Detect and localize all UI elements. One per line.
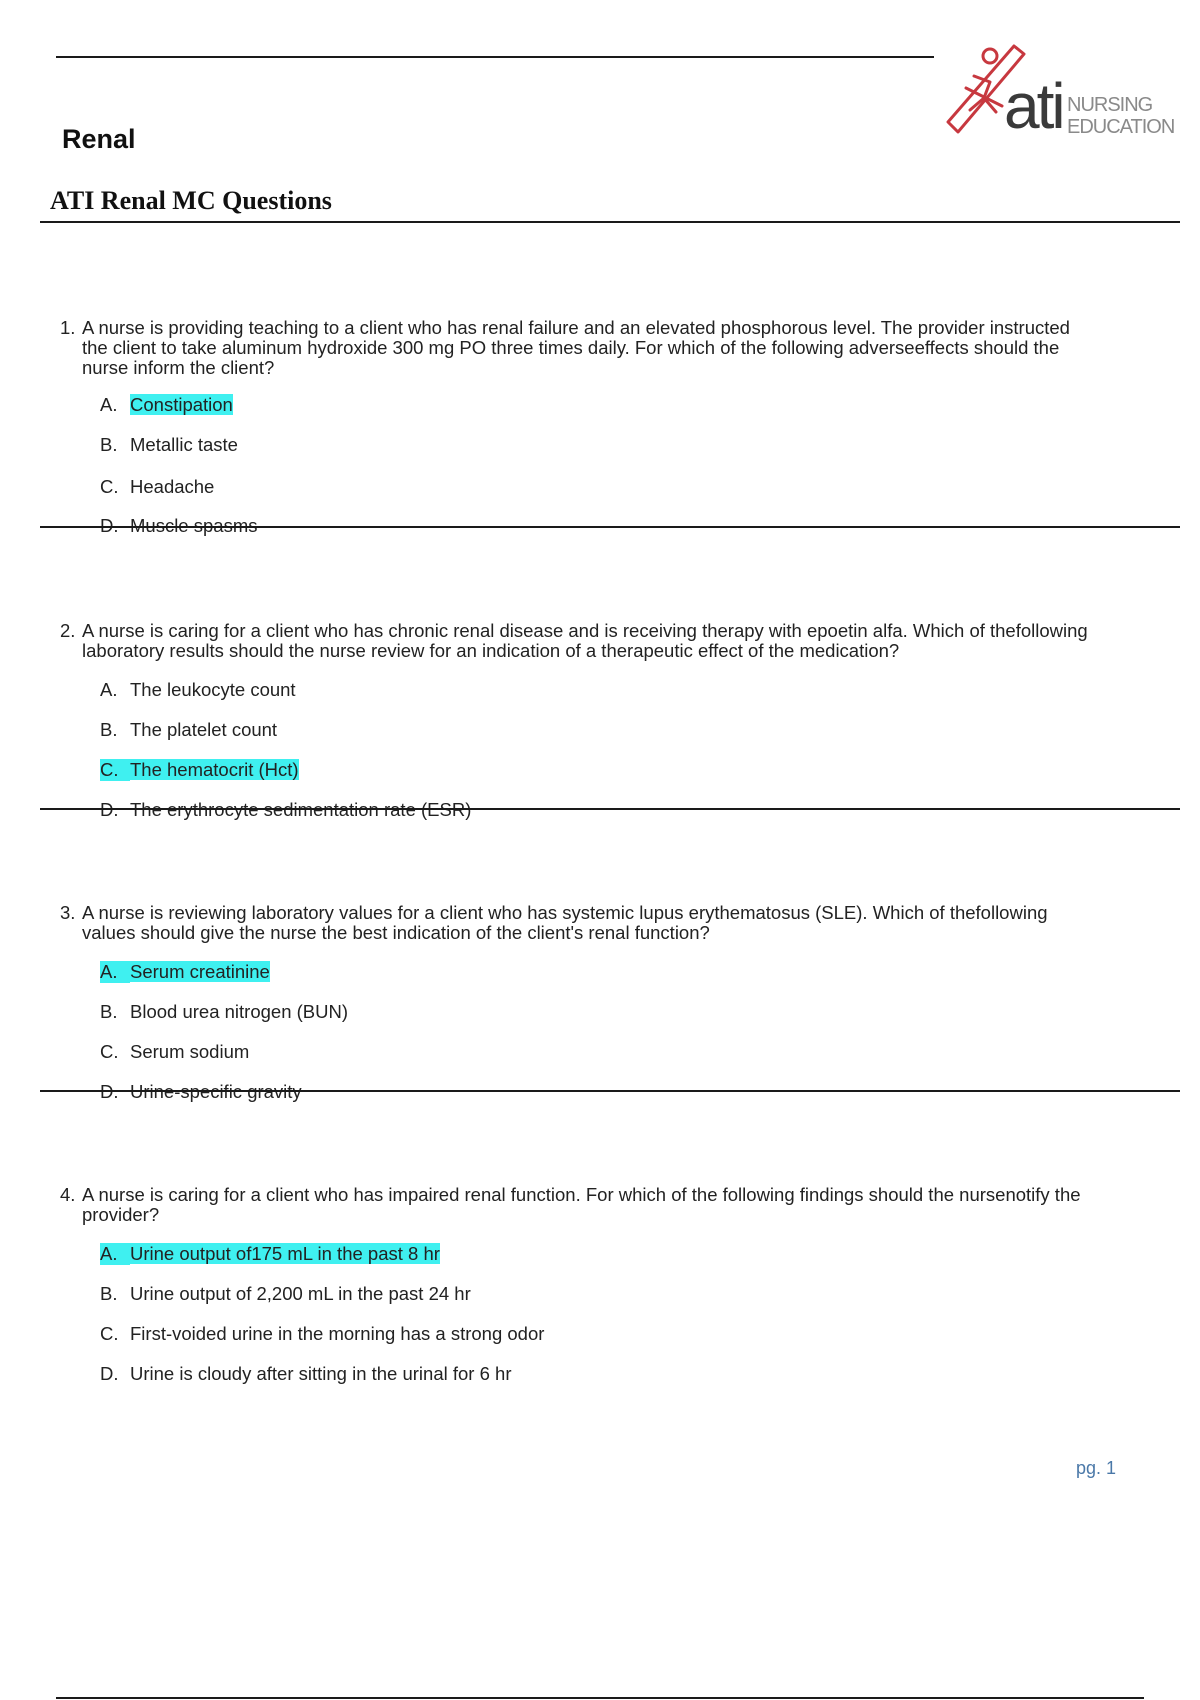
option-letter: A. [100,394,118,415]
question-number: 3. [60,902,76,923]
option-b [100,434,238,456]
question-2 [58,620,1088,820]
option-a [100,679,296,701]
question-stem [58,903,1088,943]
option-letter: C. [100,1041,119,1062]
question-text: A nurse is reviewing laboratory values for a client who has systemic lupus erythematosus (SLE). Which of thefollowing values should give the nurse the best indication of the client's renal function? [82,902,1048,943]
logo-line-nursing: NURSING [1067,94,1153,116]
option-b [100,1283,471,1305]
option-text-highlighted: The hematocrit (Hct) [130,759,299,780]
option-letter: B. [100,434,118,455]
option-text: Metallic taste [130,434,238,455]
question-3 [58,902,1088,1102]
option-text: The leukocyte count [130,679,296,700]
page-number: pg. 1 [1076,1458,1117,1478]
subtitle-rule [40,221,1180,223]
option-text-highlighted: Serum creatinine [130,961,270,982]
question-number: 2. [60,620,76,641]
question-1-divider [40,526,1180,528]
option-letter: D. [100,1081,119,1102]
option-letter: B. [100,1001,118,1022]
logo-brand-text: ati [1004,70,1063,142]
option-text: Urine output of 2,200 mL in the past 24 hr [130,1283,471,1304]
option-text: Urine-specific gravity [130,1081,302,1102]
option-a [100,1243,440,1265]
logo-subtext [1067,94,1174,138]
question-3-divider [40,1090,1180,1092]
option-letter: D. [100,515,119,536]
option-letter: D. [100,799,119,820]
option-letter: B. [100,719,118,740]
option-d [100,1363,511,1385]
option-c [100,1041,249,1063]
option-c [100,476,214,498]
option-c [100,759,299,781]
option-text: Muscle spasms [130,515,258,536]
option-letter: C. [100,1323,119,1344]
question-stem [58,318,1088,378]
question-4 [58,1184,1088,1384]
option-text: The erythrocyte sedimentation rate (ESR) [130,799,472,820]
question-text: A nurse is caring for a client who has impaired renal function. For which of the following findings should the nursenotify the provider? [82,1184,1081,1225]
option-b [100,719,277,741]
option-text: Headache [130,476,215,497]
option-text: First-voided urine in the morning has a strong odor [130,1323,545,1344]
option-b [100,1001,348,1023]
option-letter: A. [100,679,118,700]
option-text: Urine is cloudy after sitting in the urinal for 6 hr [130,1363,512,1384]
question-2-divider [40,808,1180,810]
option-a [100,961,270,983]
option-text: The platelet count [130,719,278,740]
option-text-highlighted: Constipation [130,394,233,415]
option-letter-highlighted: C. [100,759,130,781]
document-subtitle: ATI Renal MC Questions [50,186,332,215]
option-a [100,394,233,416]
option-letter-highlighted: A. [100,961,130,983]
question-text: A nurse is caring for a client who has chronic renal disease and is receiving therapy with epoetin alfa. Which of thefollowing laboratory results should the nurse review for an indication of a therapeutic effect of the medication? [82,620,1088,661]
question-number: 4. [60,1184,76,1205]
document-title: Renal [62,124,136,154]
question-stem [58,1185,1088,1225]
option-letter-highlighted: A. [100,1243,130,1265]
option-text: Blood urea nitrogen (BUN) [130,1001,348,1022]
footer-rule [56,1697,1144,1699]
ati-logo [944,40,1175,150]
option-c [100,1323,544,1345]
option-text: Serum sodium [130,1041,250,1062]
header-top-rule [56,56,934,58]
option-letter: D. [100,1363,119,1384]
option-letter: C. [100,476,119,497]
question-1 [58,317,1088,536]
option-text-highlighted: Urine output of175 mL in the past 8 hr [130,1243,440,1264]
option-d [100,799,471,821]
option-letter: B. [100,1283,118,1304]
question-stem [58,621,1088,661]
question-text: A nurse is providing teaching to a client who has renal failure and an elevated phosphorous level. The provider instructed the client to take aluminum hydroxide 300 mg PO three times daily. For which of the following adverseeffects should the nurse inform the client? [82,317,1070,378]
logo-line-education: EDUCATION [1067,116,1175,138]
question-number: 1. [60,317,76,338]
option-d [100,1081,302,1103]
